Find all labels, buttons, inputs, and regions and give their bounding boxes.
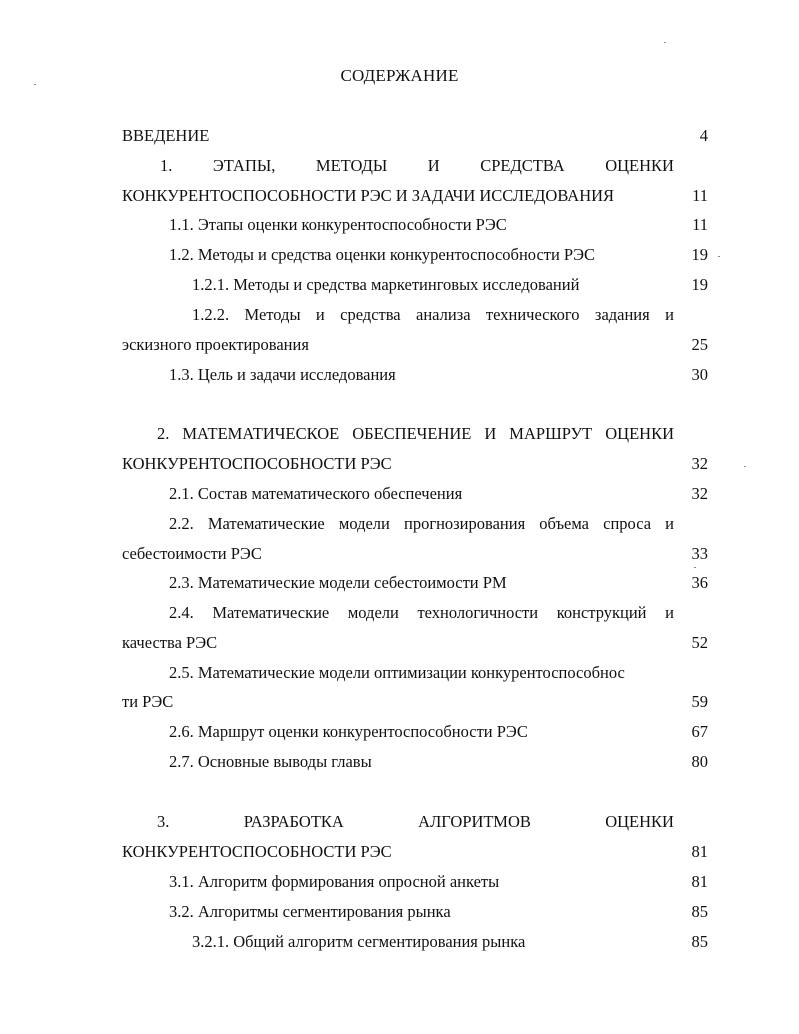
toc-section-2-5-line2[interactable]: ти РЭС <box>122 692 174 711</box>
scan-speck <box>718 256 720 257</box>
toc-word: 1. <box>160 156 173 175</box>
toc-word: и <box>315 305 325 324</box>
toc-word: ЭТАПЫ, <box>212 156 276 175</box>
toc-word: средства <box>340 305 401 324</box>
toc-word: 2.4. <box>169 603 194 622</box>
toc-chapter-3-line1[interactable] <box>157 812 674 832</box>
toc-chapter-3-line2[interactable]: КОНКУРЕНТОСПОСОБНОСТИ РЭС <box>122 842 392 861</box>
toc-entry-intro[interactable]: ВВЕДЕНИЕ <box>122 126 210 145</box>
page-title: СОДЕРЖАНИЕ <box>340 66 459 85</box>
toc-section-2-3[interactable]: 2.3. Математические модели себестоимости РМ <box>169 573 507 592</box>
toc-word: 3. <box>157 812 170 831</box>
toc-page-number: 81 <box>691 842 708 861</box>
toc-section-2-2-line1[interactable] <box>169 514 674 534</box>
toc-section-2-2-line2[interactable]: себестоимости РЭС <box>122 544 262 563</box>
toc-page-number: 52 <box>691 633 708 652</box>
toc-page-number: 80 <box>691 752 708 771</box>
toc-page-number: 4 <box>699 126 708 145</box>
toc-word: СРЕДСТВА <box>480 156 565 175</box>
toc-page-number: 32 <box>691 484 708 503</box>
scan-speck <box>744 466 746 467</box>
toc-section-1-1[interactable]: 1.1. Этапы оценки конкурентоспособности РЭС <box>169 215 507 234</box>
toc-chapter-1-line2[interactable]: КОНКУРЕНТОСПОСОБНОСТИ РЭС И ЗАДАЧИ ИССЛЕДОВАНИЯ <box>122 186 615 205</box>
toc-word: анализа <box>416 305 471 324</box>
toc-section-1-2-2-line1[interactable] <box>192 305 674 325</box>
toc-page-number: 19 <box>691 245 708 264</box>
toc-chapter-2-line1[interactable]: 2. МАТЕМАТИЧЕСКОЕ ОБЕСПЕЧЕНИЕ И МАРШРУТ ОЦЕНКИ <box>157 424 674 443</box>
scan-speck <box>664 42 666 43</box>
toc-section-1-2-1[interactable]: 1.2.1. Методы и средства маркетинговых исследований <box>192 275 580 294</box>
toc-section-2-1[interactable]: 2.1. Состав математического обеспечения <box>169 484 463 503</box>
toc-word: АЛГОРИТМОВ <box>418 812 531 831</box>
toc-chapter-1-line1[interactable] <box>160 156 674 176</box>
toc-word: МЕТОДЫ <box>315 156 388 175</box>
toc-word: 1.2.2. <box>192 305 230 324</box>
toc-word: технического <box>485 305 580 324</box>
toc-section-2-5-line1[interactable]: 2.5. Математические модели оптимизации конкурентоспособнос <box>169 663 625 682</box>
toc-section-1-2-2-line2[interactable]: эскизного проектирования <box>122 335 309 354</box>
toc-page-number: 85 <box>691 932 708 951</box>
toc-word: и <box>665 305 674 324</box>
toc-word: объема <box>539 514 590 533</box>
toc-chapter-2-line2[interactable]: КОНКУРЕНТОСПОСОБНОСТИ РЭС <box>122 454 392 473</box>
toc-word: и <box>665 514 674 533</box>
toc-page-number: 11 <box>692 186 708 205</box>
toc-section-1-2[interactable]: 1.2. Методы и средства оценки конкурентоспособности РЭС <box>169 245 596 264</box>
toc-word: Методы <box>244 305 301 324</box>
toc-page-number: 36 <box>691 573 708 592</box>
toc-page-number: 25 <box>691 335 708 354</box>
toc-section-1-3[interactable]: 1.3. Цель и задачи исследования <box>169 365 396 384</box>
toc-word: Математические <box>207 514 325 533</box>
toc-page-number: 85 <box>691 902 708 921</box>
toc-word: модели <box>347 603 399 622</box>
toc-page-number: 32 <box>691 454 708 473</box>
scan-speck <box>694 567 696 568</box>
toc-section-2-4-line1[interactable] <box>169 603 674 623</box>
toc-section-2-6[interactable]: 2.6. Маршрут оценки конкурентоспособности РЭС <box>169 722 528 741</box>
toc-page-number: 19 <box>691 275 708 294</box>
toc-word: ОЦЕНКИ <box>605 812 674 831</box>
toc-word: спроса <box>603 514 652 533</box>
toc-word: конструкций <box>556 603 647 622</box>
toc-word: Математические <box>212 603 330 622</box>
toc-section-2-7[interactable]: 2.7. Основные выводы главы <box>169 752 372 771</box>
toc-page-number: 67 <box>691 722 708 741</box>
toc-word: прогнозирования <box>403 514 526 533</box>
toc-section-3-2-1[interactable]: 3.2.1. Общий алгоритм сегментирования рынка <box>192 932 526 951</box>
toc-word: РАЗРАБОТКА <box>243 812 344 831</box>
toc-page-number: 81 <box>691 872 708 891</box>
toc-section-3-2[interactable]: 3.2. Алгоритмы сегментирования рынка <box>169 902 451 921</box>
toc-section-3-1[interactable]: 3.1. Алгоритм формирования опросной анкеты <box>169 872 500 891</box>
toc-word: технологичности <box>417 603 539 622</box>
toc-page-number: 33 <box>691 544 708 563</box>
toc-section-2-4-line2[interactable]: качества РЭС <box>122 633 218 652</box>
toc-page-number: 59 <box>691 692 708 711</box>
toc-word: И <box>427 156 440 175</box>
toc-page-number: 30 <box>691 365 708 384</box>
toc-word: ОЦЕНКИ <box>605 156 674 175</box>
toc-page-number: 11 <box>692 215 708 234</box>
toc-word: задания <box>594 305 650 324</box>
scan-speck <box>34 84 36 85</box>
toc-word: и <box>665 603 674 622</box>
toc-word: модели <box>338 514 390 533</box>
toc-word: 2.2. <box>169 514 194 533</box>
